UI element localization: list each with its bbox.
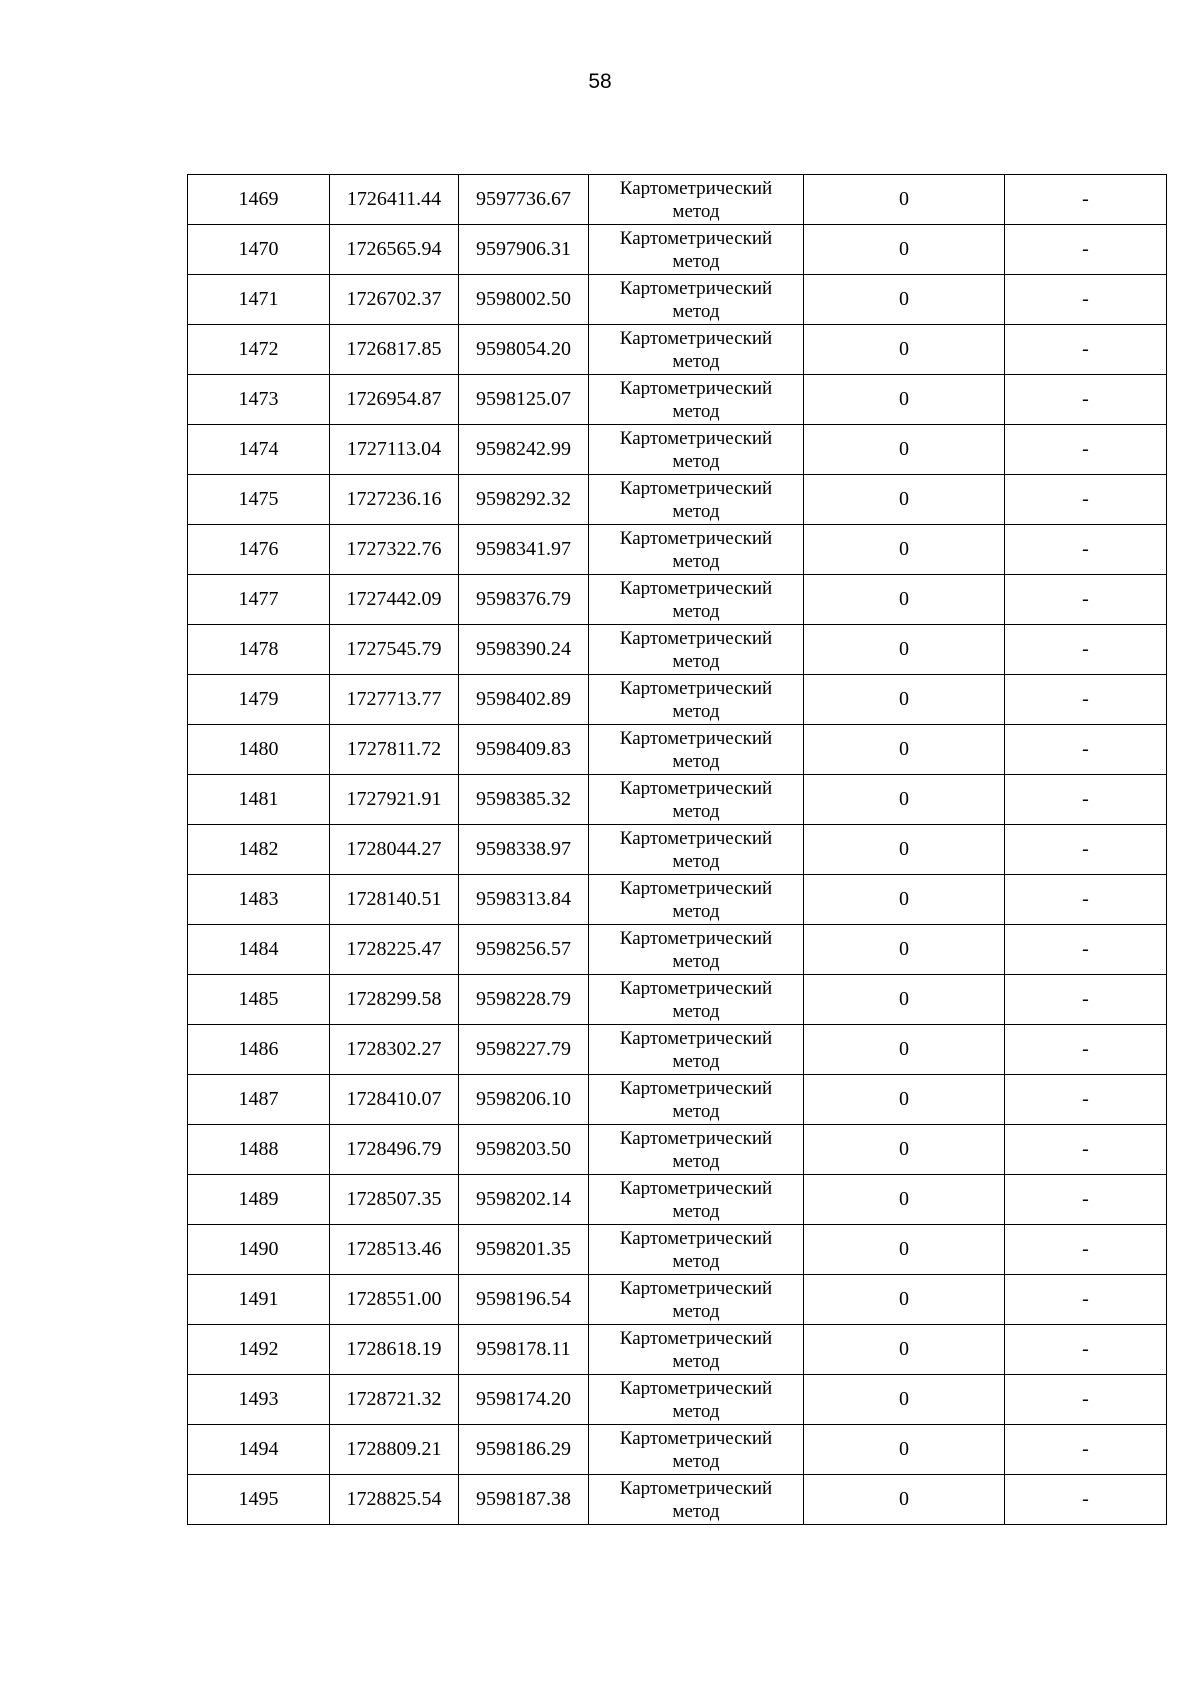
x-coordinate-cell: 1728225.47 (330, 925, 459, 975)
table-row (188, 1175, 1167, 1225)
method-line-1: Картометрический (619, 1427, 773, 1449)
method-line-1: Картометрический (619, 627, 773, 649)
method-cell (589, 1425, 804, 1475)
method-line-2: метод (672, 1500, 720, 1522)
method-line-1: Картометрический (619, 1127, 773, 1149)
table-row (188, 925, 1167, 975)
note-cell: - (1005, 625, 1167, 675)
point-number-cell: 1493 (188, 1375, 330, 1425)
y-coordinate-cell: 9598228.79 (459, 975, 589, 1025)
y-coordinate-cell: 9598054.20 (459, 325, 589, 375)
method-line-2: метод (672, 600, 720, 622)
method-line-1: Картометрический (619, 1377, 773, 1399)
method-line-2: метод (672, 850, 720, 872)
point-number-cell: 1479 (188, 675, 330, 725)
method-line-2: метод (672, 1100, 720, 1122)
method-line-1: Картометрический (619, 927, 773, 949)
note-cell: - (1005, 1225, 1167, 1275)
note-cell: - (1005, 925, 1167, 975)
method-line-1: Картометрический (619, 1077, 773, 1099)
y-coordinate-cell: 9598174.20 (459, 1375, 589, 1425)
point-number-cell: 1469 (188, 175, 330, 225)
x-coordinate-cell: 1728044.27 (330, 825, 459, 875)
note-cell: - (1005, 1175, 1167, 1225)
accuracy-cell: 0 (804, 1225, 1005, 1275)
method-cell (589, 1475, 804, 1525)
y-coordinate-cell: 9598227.79 (459, 1025, 589, 1075)
point-number-cell: 1488 (188, 1125, 330, 1175)
accuracy-cell: 0 (804, 1475, 1005, 1525)
method-line-2: метод (672, 900, 720, 922)
method-line-1: Картометрический (619, 1277, 773, 1299)
method-cell (589, 725, 804, 775)
y-coordinate-cell: 9598338.97 (459, 825, 589, 875)
table-row (188, 425, 1167, 475)
y-coordinate-cell: 9598186.29 (459, 1425, 589, 1475)
table-row (188, 475, 1167, 525)
method-line-2: метод (672, 1350, 720, 1372)
method-line-1: Картометрический (619, 1327, 773, 1349)
table-row (188, 625, 1167, 675)
table-row (188, 1275, 1167, 1325)
point-number-cell: 1471 (188, 275, 330, 325)
y-coordinate-cell: 9598206.10 (459, 1075, 589, 1125)
x-coordinate-cell: 1727713.77 (330, 675, 459, 725)
method-line-1: Картометрический (619, 677, 773, 699)
y-coordinate-cell: 9598390.24 (459, 625, 589, 675)
point-number-cell: 1477 (188, 575, 330, 625)
table-row (188, 375, 1167, 425)
note-cell: - (1005, 875, 1167, 925)
accuracy-cell: 0 (804, 1275, 1005, 1325)
method-line-2: метод (672, 1450, 720, 1472)
table-row (188, 875, 1167, 925)
point-number-cell: 1474 (188, 425, 330, 475)
note-cell: - (1005, 375, 1167, 425)
table-row (188, 275, 1167, 325)
method-cell (589, 375, 804, 425)
note-cell: - (1005, 425, 1167, 475)
point-number-cell: 1473 (188, 375, 330, 425)
table-row (188, 1325, 1167, 1375)
method-line-2: метод (672, 350, 720, 372)
note-cell: - (1005, 1325, 1167, 1375)
note-cell: - (1005, 1025, 1167, 1075)
accuracy-cell: 0 (804, 1175, 1005, 1225)
y-coordinate-cell: 9598256.57 (459, 925, 589, 975)
note-cell: - (1005, 1475, 1167, 1525)
method-line-1: Картометрический (619, 427, 773, 449)
method-cell (589, 1025, 804, 1075)
method-line-1: Картометрический (619, 1477, 773, 1499)
table-row (188, 325, 1167, 375)
method-line-2: метод (672, 1000, 720, 1022)
point-number-cell: 1476 (188, 525, 330, 575)
method-cell (589, 975, 804, 1025)
method-cell (589, 825, 804, 875)
note-cell: - (1005, 975, 1167, 1025)
note-cell: - (1005, 475, 1167, 525)
accuracy-cell: 0 (804, 325, 1005, 375)
y-coordinate-cell: 9598202.14 (459, 1175, 589, 1225)
method-line-2: метод (672, 250, 720, 272)
y-coordinate-cell: 9598402.89 (459, 675, 589, 725)
x-coordinate-cell: 1727322.76 (330, 525, 459, 575)
table-row (188, 1225, 1167, 1275)
method-line-2: метод (672, 300, 720, 322)
accuracy-cell: 0 (804, 375, 1005, 425)
accuracy-cell: 0 (804, 1325, 1005, 1375)
y-coordinate-cell: 9598187.38 (459, 1475, 589, 1525)
method-line-2: метод (672, 450, 720, 472)
table-row (188, 675, 1167, 725)
x-coordinate-cell: 1727811.72 (330, 725, 459, 775)
method-line-2: метод (672, 1400, 720, 1422)
method-cell (589, 525, 804, 575)
point-number-cell: 1489 (188, 1175, 330, 1225)
x-coordinate-cell: 1726702.37 (330, 275, 459, 325)
x-coordinate-cell: 1728809.21 (330, 1425, 459, 1475)
table-row (188, 575, 1167, 625)
table-row (188, 825, 1167, 875)
point-number-cell: 1483 (188, 875, 330, 925)
point-number-cell: 1484 (188, 925, 330, 975)
table-row (188, 1125, 1167, 1175)
method-line-2: метод (672, 200, 720, 222)
method-line-2: метод (672, 1200, 720, 1222)
x-coordinate-cell: 1728302.27 (330, 1025, 459, 1075)
point-number-cell: 1490 (188, 1225, 330, 1275)
x-coordinate-cell: 1728825.54 (330, 1475, 459, 1525)
table-row (188, 1375, 1167, 1425)
note-cell: - (1005, 525, 1167, 575)
note-cell: - (1005, 675, 1167, 725)
table-row (188, 1025, 1167, 1075)
note-cell: - (1005, 575, 1167, 625)
accuracy-cell: 0 (804, 425, 1005, 475)
x-coordinate-cell: 1728140.51 (330, 875, 459, 925)
note-cell: - (1005, 325, 1167, 375)
y-coordinate-cell: 9598341.97 (459, 525, 589, 575)
method-line-1: Картометрический (619, 177, 773, 199)
y-coordinate-cell: 9597736.67 (459, 175, 589, 225)
accuracy-cell: 0 (804, 925, 1005, 975)
accuracy-cell: 0 (804, 1125, 1005, 1175)
table-row (188, 175, 1167, 225)
accuracy-cell: 0 (804, 525, 1005, 575)
accuracy-cell: 0 (804, 725, 1005, 775)
y-coordinate-cell: 9598196.54 (459, 1275, 589, 1325)
method-line-1: Картометрический (619, 377, 773, 399)
method-cell (589, 675, 804, 725)
x-coordinate-cell: 1726817.85 (330, 325, 459, 375)
table-row (188, 1425, 1167, 1475)
table-row (188, 1075, 1167, 1125)
method-line-1: Картометрический (619, 1227, 773, 1249)
method-line-1: Картометрический (619, 777, 773, 799)
note-cell: - (1005, 1375, 1167, 1425)
y-coordinate-cell: 9598125.07 (459, 375, 589, 425)
point-number-cell: 1494 (188, 1425, 330, 1475)
point-number-cell: 1480 (188, 725, 330, 775)
note-cell: - (1005, 275, 1167, 325)
method-line-2: метод (672, 650, 720, 672)
table-row (188, 725, 1167, 775)
accuracy-cell: 0 (804, 275, 1005, 325)
x-coordinate-cell: 1727113.04 (330, 425, 459, 475)
method-line-1: Картометрический (619, 577, 773, 599)
accuracy-cell: 0 (804, 1025, 1005, 1075)
point-number-cell: 1472 (188, 325, 330, 375)
method-cell (589, 925, 804, 975)
accuracy-cell: 0 (804, 1075, 1005, 1125)
y-coordinate-cell: 9598385.32 (459, 775, 589, 825)
x-coordinate-cell: 1728496.79 (330, 1125, 459, 1175)
accuracy-cell: 0 (804, 575, 1005, 625)
method-cell (589, 425, 804, 475)
point-number-cell: 1482 (188, 825, 330, 875)
method-line-1: Картометрический (619, 827, 773, 849)
accuracy-cell: 0 (804, 975, 1005, 1025)
method-line-2: метод (672, 950, 720, 972)
point-number-cell: 1470 (188, 225, 330, 275)
x-coordinate-cell: 1728618.19 (330, 1325, 459, 1375)
note-cell: - (1005, 1425, 1167, 1475)
accuracy-cell: 0 (804, 475, 1005, 525)
method-cell (589, 1225, 804, 1275)
method-line-1: Картометрический (619, 977, 773, 999)
method-line-1: Картометрический (619, 1027, 773, 1049)
accuracy-cell: 0 (804, 775, 1005, 825)
method-cell (589, 225, 804, 275)
method-cell (589, 625, 804, 675)
method-cell (589, 1375, 804, 1425)
method-cell (589, 475, 804, 525)
x-coordinate-cell: 1728513.46 (330, 1225, 459, 1275)
table-row (188, 975, 1167, 1025)
x-coordinate-cell: 1728507.35 (330, 1175, 459, 1225)
point-number-cell: 1478 (188, 625, 330, 675)
y-coordinate-cell: 9598203.50 (459, 1125, 589, 1175)
method-cell (589, 875, 804, 925)
x-coordinate-cell: 1727921.91 (330, 775, 459, 825)
x-coordinate-cell: 1727442.09 (330, 575, 459, 625)
method-cell (589, 275, 804, 325)
accuracy-cell: 0 (804, 675, 1005, 725)
method-line-2: метод (672, 1050, 720, 1072)
point-number-cell: 1485 (188, 975, 330, 1025)
method-line-1: Картометрический (619, 1177, 773, 1199)
table-row (188, 225, 1167, 275)
point-number-cell: 1495 (188, 1475, 330, 1525)
y-coordinate-cell: 9598409.83 (459, 725, 589, 775)
x-coordinate-cell: 1726565.94 (330, 225, 459, 275)
page-number: 58 (588, 70, 612, 93)
note-cell: - (1005, 1275, 1167, 1325)
accuracy-cell: 0 (804, 175, 1005, 225)
table-row (188, 775, 1167, 825)
point-number-cell: 1491 (188, 1275, 330, 1325)
x-coordinate-cell: 1727545.79 (330, 625, 459, 675)
note-cell: - (1005, 1075, 1167, 1125)
method-cell (589, 775, 804, 825)
method-cell (589, 1075, 804, 1125)
y-coordinate-cell: 9598178.11 (459, 1325, 589, 1375)
y-coordinate-cell: 9598242.99 (459, 425, 589, 475)
accuracy-cell: 0 (804, 625, 1005, 675)
coordinates-table-body (188, 175, 1167, 1525)
point-number-cell: 1475 (188, 475, 330, 525)
method-line-1: Картометрический (619, 227, 773, 249)
method-line-2: метод (672, 500, 720, 522)
coordinates-table (187, 174, 1167, 1525)
method-line-2: метод (672, 400, 720, 422)
x-coordinate-cell: 1728551.00 (330, 1275, 459, 1325)
x-coordinate-cell: 1728299.58 (330, 975, 459, 1025)
y-coordinate-cell: 9598002.50 (459, 275, 589, 325)
y-coordinate-cell: 9597906.31 (459, 225, 589, 275)
accuracy-cell: 0 (804, 825, 1005, 875)
accuracy-cell: 0 (804, 1425, 1005, 1475)
method-line-1: Картометрический (619, 727, 773, 749)
method-line-2: метод (672, 1300, 720, 1322)
y-coordinate-cell: 9598292.32 (459, 475, 589, 525)
note-cell: - (1005, 775, 1167, 825)
method-cell (589, 1125, 804, 1175)
point-number-cell: 1487 (188, 1075, 330, 1125)
x-coordinate-cell: 1727236.16 (330, 475, 459, 525)
method-line-2: метод (672, 750, 720, 772)
method-line-2: метод (672, 800, 720, 822)
method-line-2: метод (672, 550, 720, 572)
method-cell (589, 1275, 804, 1325)
method-line-1: Картометрический (619, 527, 773, 549)
method-line-2: метод (672, 1150, 720, 1172)
method-line-1: Картометрический (619, 277, 773, 299)
x-coordinate-cell: 1726954.87 (330, 375, 459, 425)
y-coordinate-cell: 9598376.79 (459, 575, 589, 625)
method-cell (589, 1325, 804, 1375)
note-cell: - (1005, 175, 1167, 225)
note-cell: - (1005, 1125, 1167, 1175)
method-cell (589, 1175, 804, 1225)
method-line-1: Картометрический (619, 477, 773, 499)
accuracy-cell: 0 (804, 225, 1005, 275)
method-line-2: метод (672, 1250, 720, 1272)
method-cell (589, 575, 804, 625)
note-cell: - (1005, 725, 1167, 775)
method-line-2: метод (672, 700, 720, 722)
note-cell: - (1005, 225, 1167, 275)
point-number-cell: 1492 (188, 1325, 330, 1375)
point-number-cell: 1481 (188, 775, 330, 825)
x-coordinate-cell: 1726411.44 (330, 175, 459, 225)
accuracy-cell: 0 (804, 1375, 1005, 1425)
table-row (188, 1475, 1167, 1525)
method-line-1: Картометрический (619, 877, 773, 899)
method-cell (589, 175, 804, 225)
x-coordinate-cell: 1728410.07 (330, 1075, 459, 1125)
table-row (188, 525, 1167, 575)
method-cell (589, 325, 804, 375)
method-line-1: Картометрический (619, 327, 773, 349)
y-coordinate-cell: 9598201.35 (459, 1225, 589, 1275)
accuracy-cell: 0 (804, 875, 1005, 925)
x-coordinate-cell: 1728721.32 (330, 1375, 459, 1425)
point-number-cell: 1486 (188, 1025, 330, 1075)
y-coordinate-cell: 9598313.84 (459, 875, 589, 925)
note-cell: - (1005, 825, 1167, 875)
